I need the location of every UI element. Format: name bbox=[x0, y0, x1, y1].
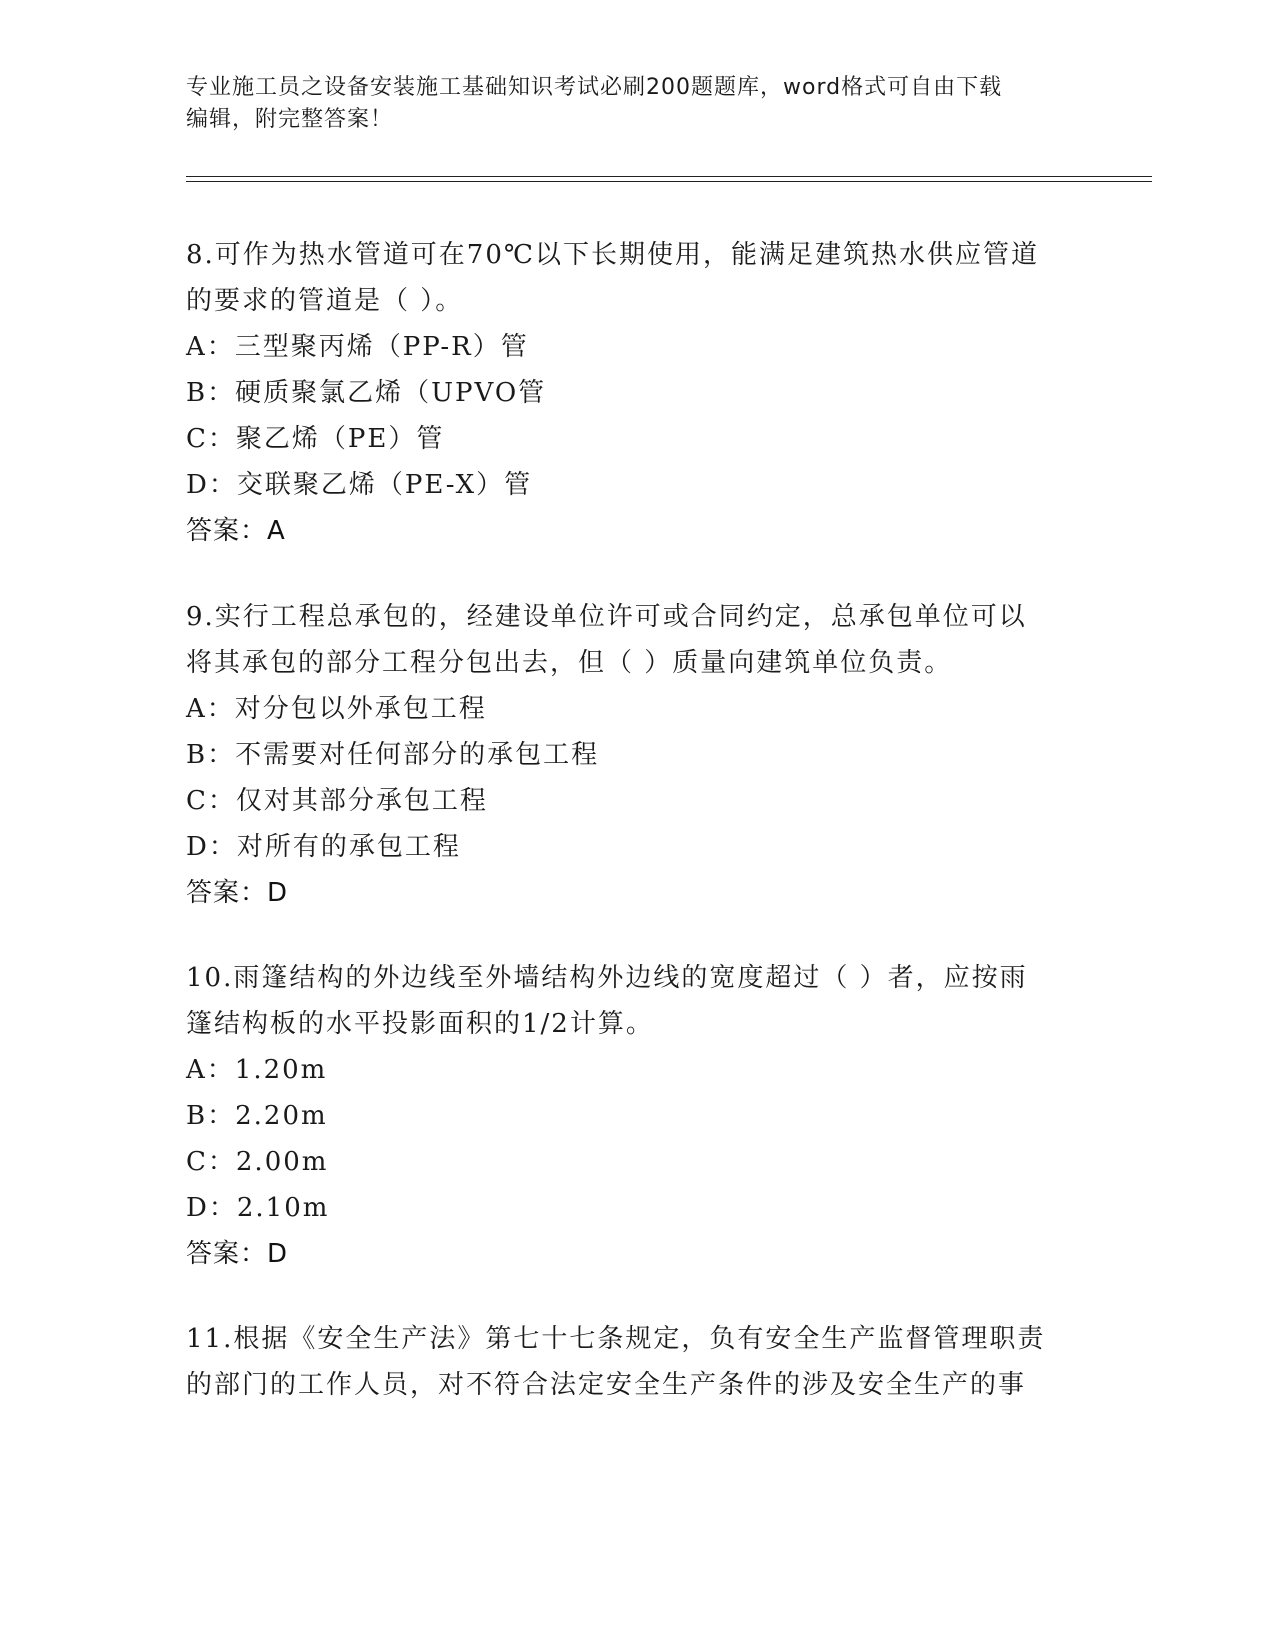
question-9 bbox=[186, 594, 1086, 916]
option-d: D：2.10m bbox=[186, 1193, 330, 1223]
option-c: C：仅对其部分承包工程 bbox=[186, 786, 488, 816]
answer-line: 答案：A bbox=[186, 516, 286, 546]
document-header bbox=[186, 72, 1066, 136]
question-stem-line: 将其承包的部分工程分包出去，但（ ）质量向建筑单位负责。 bbox=[186, 648, 953, 678]
question-stem-line: 篷结构板的水平投影面积的1/2计算。 bbox=[186, 1009, 654, 1039]
question-stem-line: 8.可作为热水管道可在70℃以下长期使用，能满足建筑热水供应管道 bbox=[186, 240, 1039, 270]
header-line-1: 专业施工员之设备安装施工基础知识考试必刷200题题库，word格式可自由下载 bbox=[186, 75, 1003, 100]
option-b: B：硬质聚氯乙烯（UPVO管 bbox=[186, 378, 547, 408]
option-c: C：2.00m bbox=[186, 1147, 329, 1177]
option-d: D：交联聚乙烯（PE-X）管 bbox=[186, 470, 533, 500]
question-11 bbox=[186, 1316, 1086, 1408]
question-stem-line: 的部门的工作人员，对不符合法定安全生产条件的涉及安全生产的事 bbox=[186, 1370, 1027, 1400]
header-divider-bottom bbox=[186, 181, 1152, 182]
option-b: B：不需要对任何部分的承包工程 bbox=[186, 740, 600, 770]
option-a: A：三型聚丙烯（PP-R）管 bbox=[186, 332, 529, 362]
answer-line: 答案：D bbox=[186, 1239, 289, 1269]
question-stem-line: 11.根据《安全生产法》第七十七条规定，负有安全生产监督管理职责 bbox=[186, 1324, 1046, 1354]
question-10 bbox=[186, 955, 1086, 1277]
option-b: B：2.20m bbox=[186, 1101, 328, 1131]
answer-line: 答案：D bbox=[186, 878, 289, 908]
question-stem-line: 10.雨篷结构的外边线至外墙结构外边线的宽度超过（ ）者，应按雨 bbox=[186, 963, 1028, 993]
header-line-2: 编辑，附完整答案！ bbox=[186, 107, 394, 132]
header-divider-top bbox=[186, 176, 1152, 177]
option-a: A：对分包以外承包工程 bbox=[186, 694, 487, 724]
question-8 bbox=[186, 232, 1086, 554]
question-stem-line: 的要求的管道是（ ）。 bbox=[186, 286, 464, 316]
option-a: A：1.20m bbox=[186, 1055, 328, 1085]
option-d: D：对所有的承包工程 bbox=[186, 832, 461, 862]
question-stem-line: 9.实行工程总承包的，经建设单位许可或合同约定，总承包单位可以 bbox=[186, 602, 1027, 632]
option-c: C：聚乙烯（PE）管 bbox=[186, 424, 445, 454]
